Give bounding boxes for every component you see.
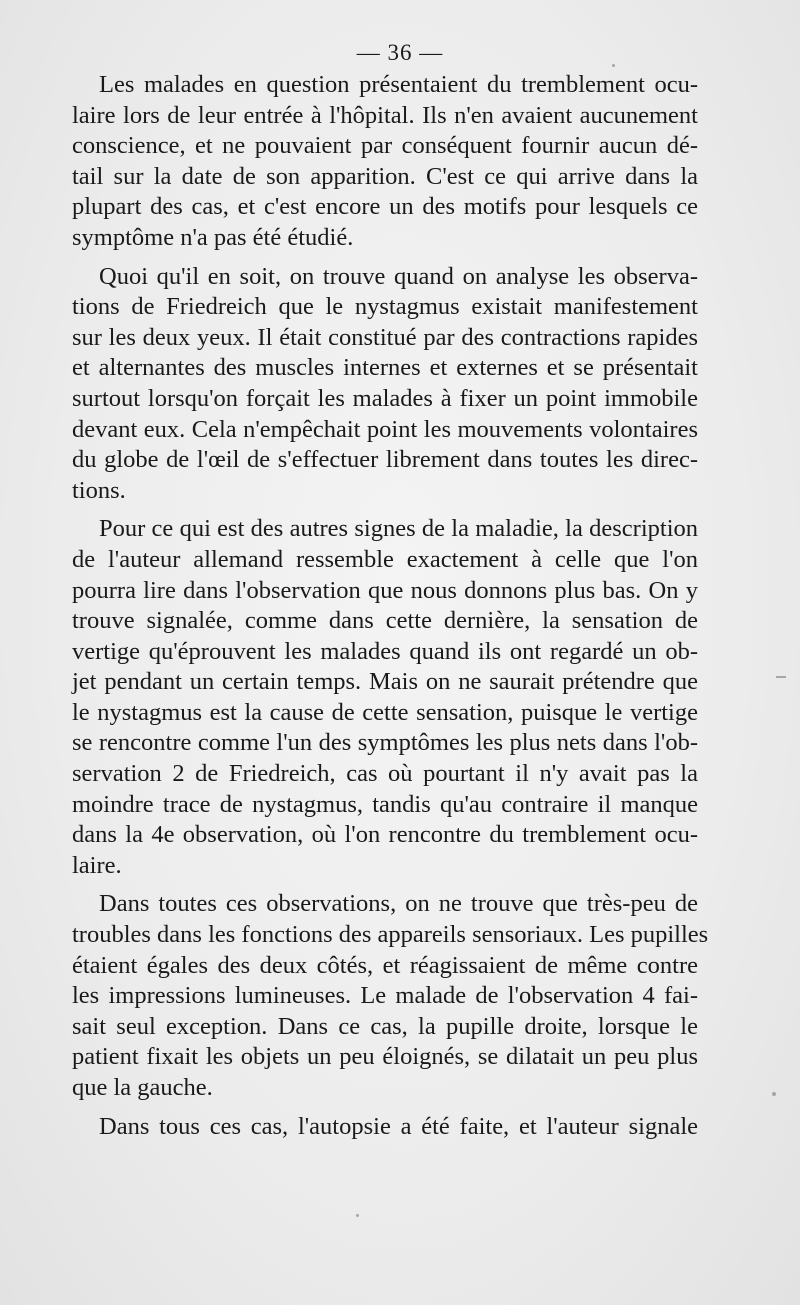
- text-line: sait seul exception. Dans ce cas, la pupille droite, lorsque le: [72, 1012, 698, 1040]
- text-line: dans la 4e observation, où l'on rencontre du tremblement ocu-: [72, 821, 698, 849]
- text-line: conscience, et ne pouvaient par conséquent fournir aucun dé-: [72, 132, 698, 160]
- text-line: du globe de l'œil de s'effectuer librement dans toutes les direc-: [72, 446, 698, 474]
- text-line: que la gauche.: [72, 1074, 213, 1101]
- text-line: sur les deux yeux. Il était constitué par des contractions rapides: [72, 323, 698, 351]
- text-line: vertige qu'éprouvent les malades quand ils ont regardé un ob-: [72, 637, 698, 665]
- paragraph: [72, 1112, 698, 1143]
- paragraph: [72, 262, 698, 507]
- text-line: et alternantes des muscles internes et externes et se présentait: [72, 354, 698, 382]
- paragraph: [72, 70, 698, 254]
- scan-speck: [612, 64, 615, 67]
- page-number: — 36 —: [356, 40, 444, 65]
- text-line: Quoi qu'il en soit, on trouve quand on analyse les observa-: [99, 262, 698, 290]
- text-line: symptôme n'a pas été étudié.: [72, 223, 354, 251]
- text-line: laire.: [72, 851, 122, 879]
- text-line: étaient égales des deux côtés, et réagissaient de même contre: [72, 951, 698, 979]
- text-line: servation 2 de Friedreich, cas où pourtant il n'y avait pas la: [72, 760, 698, 788]
- text-line: Pour ce qui est des autres signes de la maladie, la description: [99, 515, 698, 543]
- text-line: tions.: [72, 476, 126, 504]
- text-line: patient fixait les objets un peu éloignés, se dilatait un peu plus: [72, 1043, 698, 1071]
- paragraph: [72, 889, 709, 1103]
- text-line: le nystagmus est la cause de cette sensation, puisque le vertige: [72, 698, 698, 726]
- paragraph: [72, 514, 698, 881]
- text-line: trouve signalée, comme dans cette dernière, la sensation de: [72, 607, 698, 635]
- text-line: surtout lorsqu'on forçait les malades à fixer un point immobile: [72, 384, 698, 412]
- text-line: laire lors de leur entrée à l'hôpital. Ils n'en avaient aucunement: [72, 101, 698, 129]
- text-line: plupart des cas, et c'est encore un des motifs pour lesquels ce: [72, 193, 698, 221]
- text-line: se rencontre comme l'un des symptômes les plus nets dans l'ob-: [72, 729, 698, 757]
- body-text: [72, 70, 709, 1150]
- text-line: les impressions lumineuses. Le malade de l'observation 4 fai-: [72, 982, 698, 1010]
- scan-speck: [772, 1092, 776, 1096]
- text-line: tail sur la date de son apparition. C'est ce qui arrive dans la: [72, 162, 698, 190]
- scan-speck: [356, 1214, 359, 1217]
- text-line: Les malades en question présentaient du tremblement ocu-: [99, 71, 698, 98]
- text-line: moindre trace de nystagmus, tandis qu'au contraire il manque: [72, 790, 698, 818]
- text-line: jet pendant un certain temps. Mais on ne saurait prétendre que: [72, 668, 698, 696]
- text-line: Dans tous ces cas, l'autopsie a été faite, et l'auteur signale: [99, 1112, 698, 1140]
- text-line: troubles dans les fonctions des appareils sensoriaux. Les pupilles: [72, 921, 709, 949]
- text-line: pourra lire dans l'observation que nous donnons plus bas. On y: [72, 576, 698, 604]
- text-line: Dans toutes ces observations, on ne trouve que très-peu de: [99, 890, 698, 918]
- scan-speck: [776, 676, 786, 678]
- text-line: tions de Friedreich que le nystagmus existait manifestement: [72, 293, 698, 321]
- text-line: de l'auteur allemand ressemble exactement à celle que l'on: [72, 545, 698, 573]
- text-line: devant eux. Cela n'empêchait point les mouvements volontaires: [72, 415, 698, 443]
